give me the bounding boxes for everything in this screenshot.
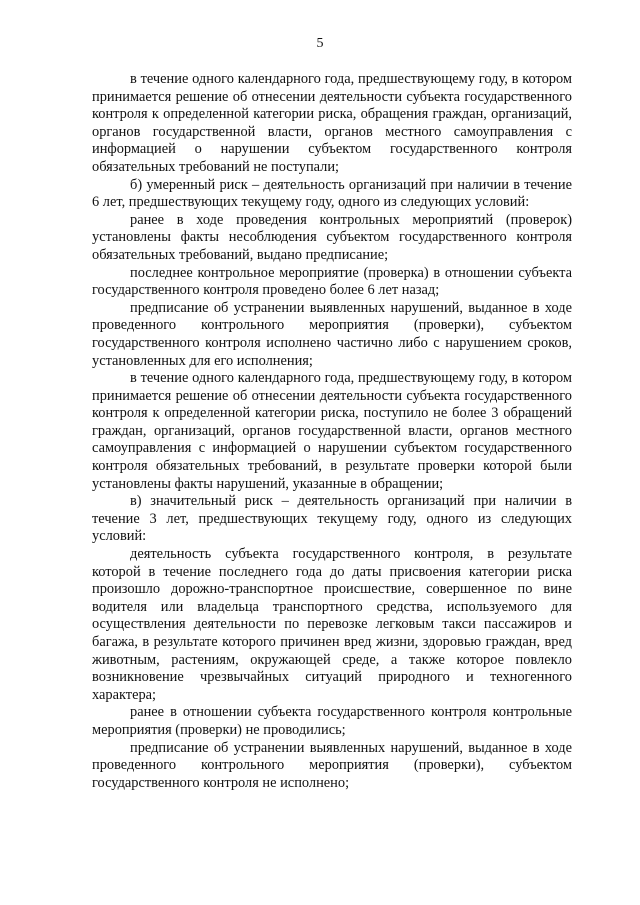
paragraph-7: в) значительный риск – деятельность организаций при наличии в течение 3 лет, предшествующих текущему году, одного из следующих условий: bbox=[92, 493, 572, 545]
paragraph-5: предписание об устранении выявленных нарушений, выданное в ходе проведенного контрольного мероприятия (проверки), субъектом государственного контроля исполнено частично либо с нарушением сроков, установленных для его исполнения; bbox=[92, 299, 572, 369]
paragraph-9: ранее в отношении субъекта государственного контроля контрольные мероприятия (проверки) не проводились; bbox=[92, 704, 572, 738]
document-body bbox=[92, 71, 572, 792]
paragraph-1: в течение одного календарного года, предшествующему году, в котором принимается решение об отнесении деятельности субъекта государственного контроля к определенной категории риска, обращения граждан, организаций, органов государственной власти, органов местного самоуправления с информацией о нарушении субъектом государственного контроля обязательных требований не поступали; bbox=[92, 71, 572, 175]
paragraph-3: ранее в ходе проведения контрольных мероприятий (проверок) установлены факты несоблюдения субъектом государственного контроля обязательных требований, выдано предписание; bbox=[92, 211, 572, 263]
paragraph-8: деятельность субъекта государственного контроля, в результате которой в течение последнего года до даты присвоения категории риска произошло дорожно-транспортное происшествие, совершенное по вине водителя или владельца транспортного средства, используемого для осуществления деятельности по перевозке легковым такси пассажиров и багажа, в результате которого причинен вред жизни, здоровью граждан, вред животным, растениям, окружающей среде, а также которое повлекло возникновение чрезвычайных ситуаций природного и техногенного характера; bbox=[92, 546, 572, 703]
paragraph-4: последнее контрольное мероприятие (проверка) в отношении субъекта государственного контроля проведено более 6 лет назад; bbox=[92, 264, 572, 299]
paragraph-6: в течение одного календарного года, предшествующему году, в котором принимается решение об отнесении деятельности субъекта государственного контроля к определенной категории риска, поступило не более 3 обращений граждан, организаций, органов государственной власти, органов местного самоуправления с информацией о нарушении субъектом государственного контроля обязательных требований, в результате проверки которой были установлены факты нарушений, указанные в обращении; bbox=[92, 370, 572, 492]
paragraph-10: предписание об устранении выявленных нарушений, выданное в ходе проведенного контрольного мероприятия (проверки), субъектом государственного контроля не исполнено; bbox=[92, 739, 572, 791]
page-number: 5 bbox=[316, 36, 324, 51]
paragraph-2: б) умеренный риск – деятельность организаций при наличии в течение 6 лет, предшествующих текущему году, одного из следующих условий: bbox=[92, 176, 572, 211]
